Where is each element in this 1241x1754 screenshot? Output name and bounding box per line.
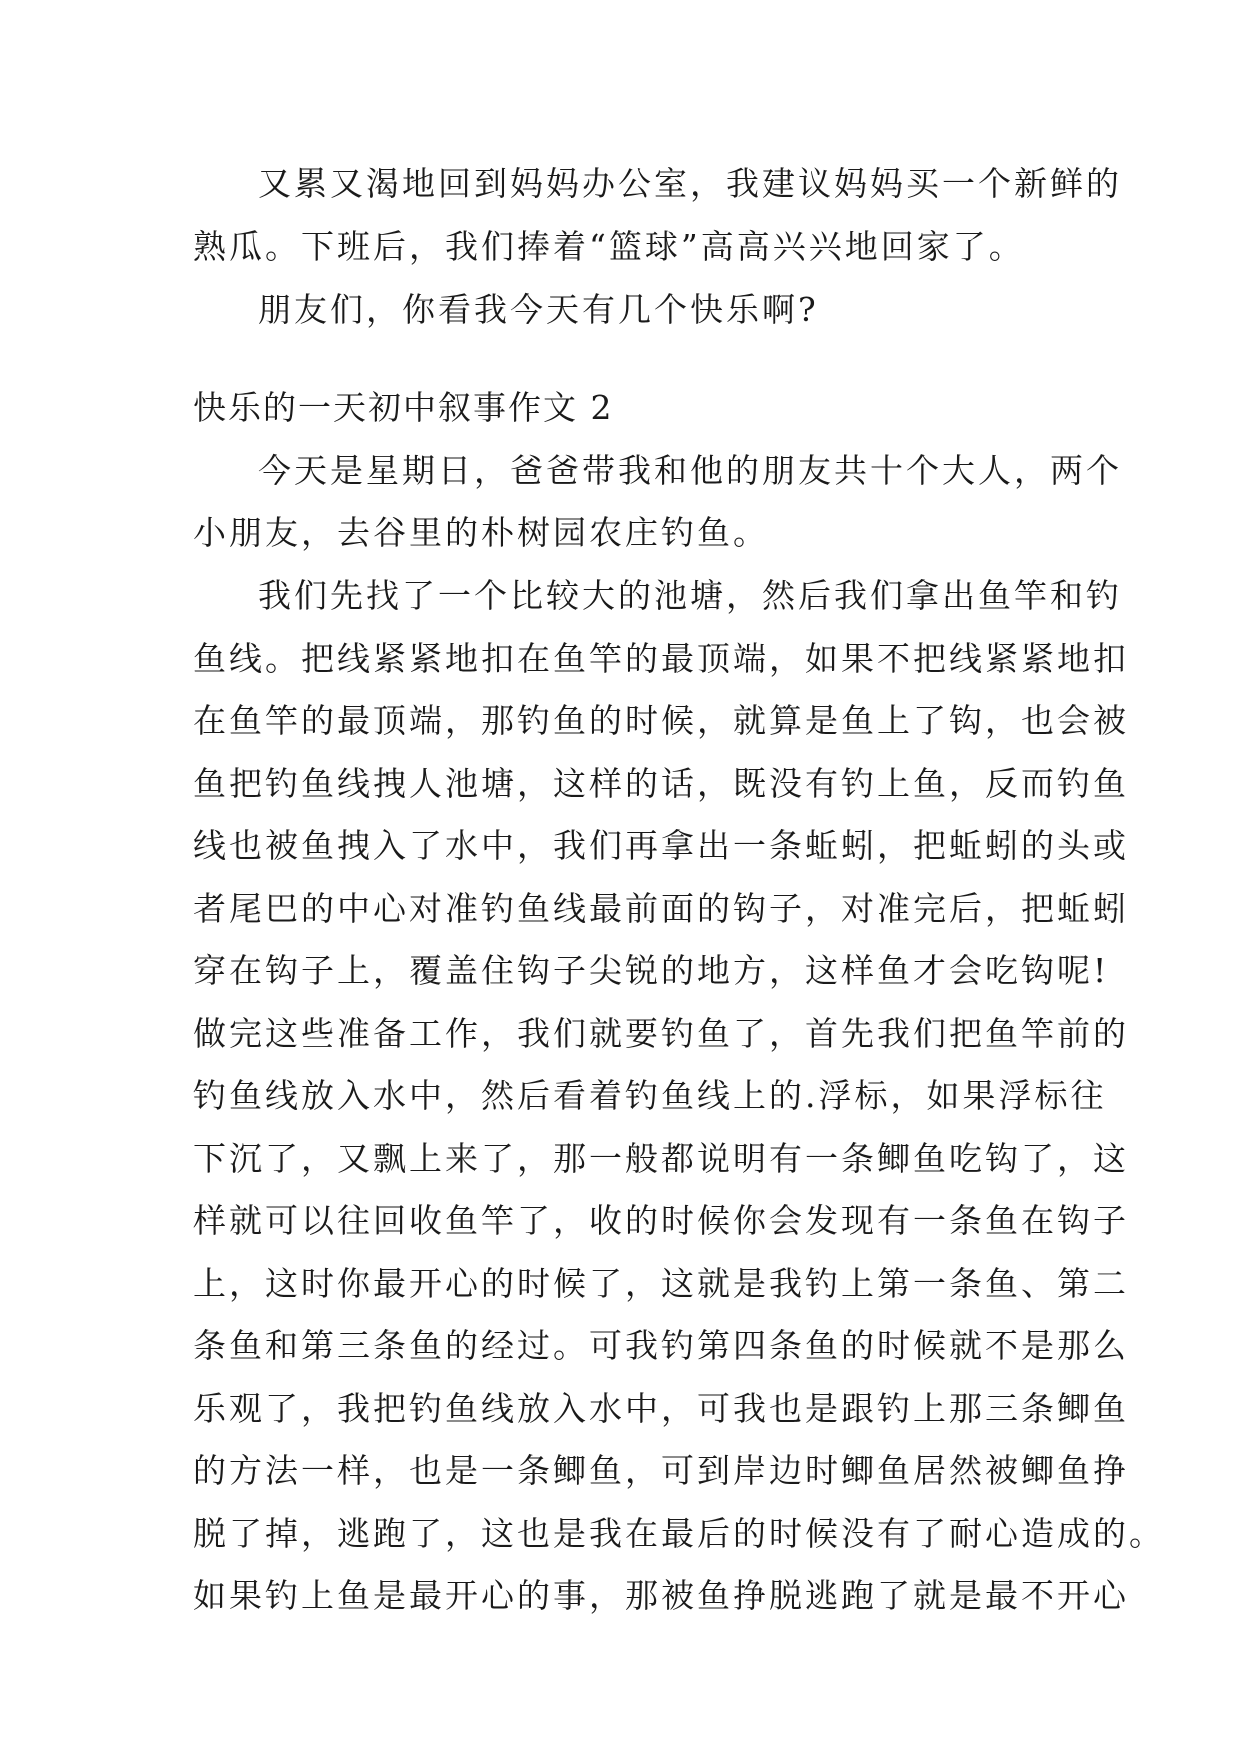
para4-line-1: 我们先找了一个比较大的池塘，然后我们拿出鱼竿和钓	[258, 576, 1122, 615]
para3-line-2: 小朋友，去谷里的朴树园农庄钓鱼。	[193, 513, 769, 552]
para3-line-1: 今天是星期日，爸爸带我和他的朋友共十个大人，两个	[258, 451, 1122, 490]
para4-line-9: 钓鱼线放入水中，然后看着钓鱼线上的.浮标，如果浮标往	[193, 1076, 1107, 1115]
para4-line-5: 线也被鱼拽入了水中，我们再拿出一条蚯蚓，把蚯蚓的头或	[193, 826, 1129, 865]
para4-line-17: 如果钓上鱼是最开心的事，那被鱼挣脱逃跑了就是最不开心	[193, 1576, 1129, 1615]
para4-line-3: 在鱼竿的最顶端，那钓鱼的时候，就算是鱼上了钩，也会被	[193, 701, 1129, 740]
para2-line-1: 朋友们，你看我今天有几个快乐啊?	[258, 290, 819, 329]
para4-line-13: 条鱼和第三条鱼的经过。可我钓第四条鱼的时候就不是那么	[193, 1326, 1129, 1365]
para4-line-10: 下沉了，又飘上来了，那一般都说明有一条鲫鱼吃钩了，这	[193, 1139, 1129, 1178]
para4-line-15: 的方法一样，也是一条鲫鱼，可到岸边时鲫鱼居然被鲫鱼挣	[193, 1451, 1129, 1490]
para4-line-16: 脱了掉，逃跑了，这也是我在最后的时候没有了耐心造成的。	[193, 1514, 1165, 1553]
para4-line-12: 上，这时你最开心的时候了，这就是我钓上第一条鱼、第二	[193, 1264, 1129, 1303]
para4-line-4: 鱼把钓鱼线拽人池塘，这样的话，既没有钓上鱼，反而钓鱼	[193, 764, 1129, 803]
para4-line-14: 乐观了，我把钓鱼线放入水中，可我也是跟钓上那三条鲫鱼	[193, 1389, 1129, 1428]
para1-line-2: 熟瓜。下班后，我们捧着“篮球”高高兴兴地回家了。	[193, 227, 1025, 266]
para4-line-6: 者尾巴的中心对准钓鱼线最前面的钩子，对准完后，把蚯蚓	[193, 889, 1129, 928]
para4-line-8: 做完这些准备工作，我们就要钓鱼了，首先我们把鱼竿前的	[193, 1014, 1129, 1053]
para4-line-7: 穿在钩子上，覆盖住钩子尖锐的地方，这样鱼才会吃钩呢!	[193, 951, 1110, 990]
para4-line-2: 鱼线。把线紧紧地扣在鱼竿的最顶端，如果不把线紧紧地扣	[193, 639, 1129, 678]
para4-line-11: 样就可以往回收鱼竿了，收的时候你会发现有一条鱼在钩子	[193, 1201, 1129, 1240]
section-title: 快乐的一天初中叙事作文 2	[193, 388, 614, 427]
para1-line-1: 又累又渴地回到妈妈办公室，我建议妈妈买一个新鲜的	[258, 164, 1122, 203]
